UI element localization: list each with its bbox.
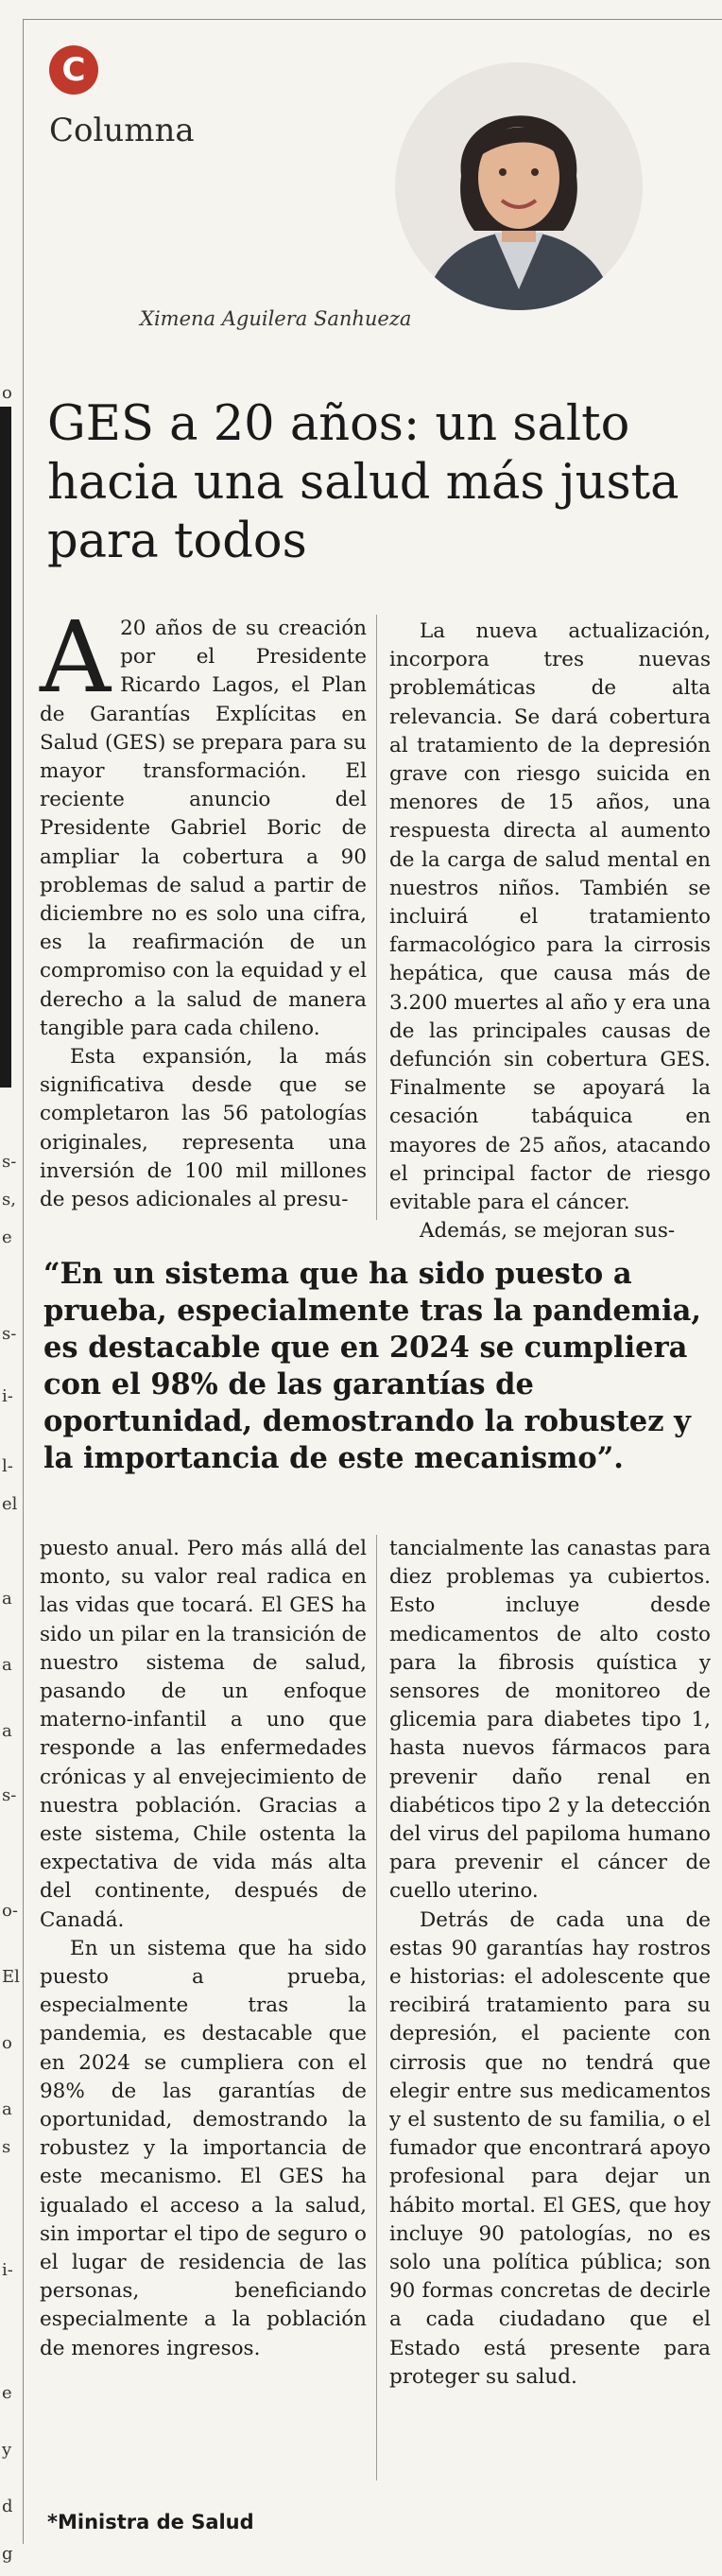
paragraph: puesto anual. Pero más allá del monto, su valor real radica en las vidas que tocará. El GES ha sido un pilar en la transición de nuestro sistema de salud, pasando de un enfoque materno-infantil a uno que responde a las enfermedades crónicas y al envejecimiento de nuestra población. Gracias a este sistema, Chile ostenta la expectativa de vida más alta del continente, después de Canadá. xyxy=(40,1537,367,1932)
paragraph: tancialmente las canastas para diez problemas ya cubiertos. Esto incluye desde medicamentos de alto costo para la fibrosis quística y sensores de monitoreo de glicemia para diabetes tipo 1, hasta nuevos fármacos para prevenir daño renal en diabéticos tipo 2 y la detección del virus del papiloma humano para prevenir el cáncer de cuello uterino. xyxy=(389,1537,711,1904)
margin-fragment: o xyxy=(2,2033,12,2053)
column-badge: C xyxy=(49,45,98,95)
margin-fragment: y xyxy=(2,2440,12,2460)
article-column-1-top xyxy=(40,600,367,1214)
author-footnote: *Ministra de Salud xyxy=(47,2511,254,2533)
byline: Ximena Aguilera Sanhueza xyxy=(140,307,412,330)
article-column-2-top xyxy=(389,618,711,1245)
margin-fragment: s- xyxy=(2,1152,17,1172)
article-column-2-bottom xyxy=(389,1535,711,2392)
paragraph: 20 años de su creación por el Presidente Ricardo Lagos, el Plan de Garantías Explícitas en Salud (GES) se prepara para su mayor transformación. El reciente anuncio del Presidente Gabriel Boric de ampliar la cobertura a 90 problemas de salud a partir de diciembre no es solo una cifra, es la reafirmación de un compromiso con la equidad y el derecho a la salud de manera tangible para cada chileno. xyxy=(40,617,367,1040)
margin-fragment: g xyxy=(2,2544,13,2564)
paragraph: Además, se mejoran sus- xyxy=(420,1219,676,1244)
margin-fragment: s xyxy=(2,2137,11,2157)
margin-fragment: a xyxy=(2,2099,12,2119)
top-rule xyxy=(23,19,722,20)
margin-fragment: el xyxy=(2,1494,18,1514)
adjacent-column-fragments xyxy=(0,0,19,2576)
margin-fragment: e xyxy=(2,2383,12,2403)
pull-quote: “En un sistema que ha sido puesto a prueba, especialmente tras la pandemia, es destacable que en 2024 se cumpliera con el 98% de las garantías de oportunidad, demostrando la robustez y la importancia de este mecanismo”. xyxy=(43,1257,701,1475)
headline: GES a 20 años: un salto hacia una salud más justa para todos xyxy=(47,396,679,569)
margin-fragment: l- xyxy=(2,1456,13,1476)
margin-fragment: s- xyxy=(2,1324,17,1344)
author-portrait xyxy=(395,62,643,310)
margin-fragment: s, xyxy=(2,1190,16,1210)
column-separator xyxy=(376,615,377,1220)
paragraph: La nueva actualización, incorpora tres nuevas problemáticas de alta relevancia. Se dará cobertura al tratamiento de la depresión grave con riesgo suicida en menores de 15 años, una respuesta directa al aumento de la carga de salud mental en nuestros niños. También se incluirá el tratamiento farmacológico para la cirrosis hepática, que causa más de 3.200 muertes al año y era una de las principales causas de defunción sin cobertura GES. Finalmente se apoyará la cesación tabáquica en mayores de 25 años, atacando el principal factor de riesgo evitable para el cáncer. xyxy=(389,619,711,1215)
margin-fragment: El xyxy=(2,1967,20,1987)
column-separator xyxy=(376,1535,377,2480)
paragraph: Esta expansión, la más significativa desde que se completaron las 56 patologías originales, representa una inversión de 100 mil millones de pesos adicionales al presu- xyxy=(40,1045,367,1212)
margin-fragment: a xyxy=(2,1589,12,1609)
margin-fragment: d xyxy=(2,2497,13,2516)
drop-cap: A xyxy=(40,600,112,715)
margin-fragment: i- xyxy=(2,2260,13,2280)
margin-fragment: s- xyxy=(2,1785,17,1805)
paragraph: Detrás de cada una de estas 90 garantías hay rostros e historias: el adolescente que recibirá tratamiento para su depresión, el paciente con cirrosis que no tendrá que elegir entre sus medicamentos y el sustento de su familia, o el fumador que encontrará apoyo profesional para dejar un hábito mortal. El GES, que hoy incluye 90 patologías, no es solo una política pública; son 90 formas concretas de decirle a cada ciudadano que el Estado está presente para proteger su salud. xyxy=(389,1907,711,2389)
margin-fragment: a xyxy=(2,1721,12,1741)
article-column-1-bottom xyxy=(40,1535,367,2363)
column-divider xyxy=(23,19,24,2544)
margin-fragment: i- xyxy=(2,1386,13,1406)
section-label: Columna xyxy=(49,112,195,149)
margin-fragment: o xyxy=(2,383,12,403)
adjacent-photo-edge xyxy=(0,407,11,1088)
paragraph: En un sistema que ha sido puesto a prueba, especialmente tras la pandemia, es destacable que en 2024 se cumpliera con el 98% de las garantías de oportunidad, demostrando la robustez y la importancia de este mecanismo. El GES ha igualado el acceso a la salud, sin importar el tipo de seguro o el lugar de residencia de las personas, beneficiando especialmente a la población de menores ingresos. xyxy=(40,1936,367,2360)
margin-fragment: a xyxy=(2,1655,12,1675)
margin-fragment: o- xyxy=(2,1901,18,1921)
margin-fragment: e xyxy=(2,1227,12,1247)
